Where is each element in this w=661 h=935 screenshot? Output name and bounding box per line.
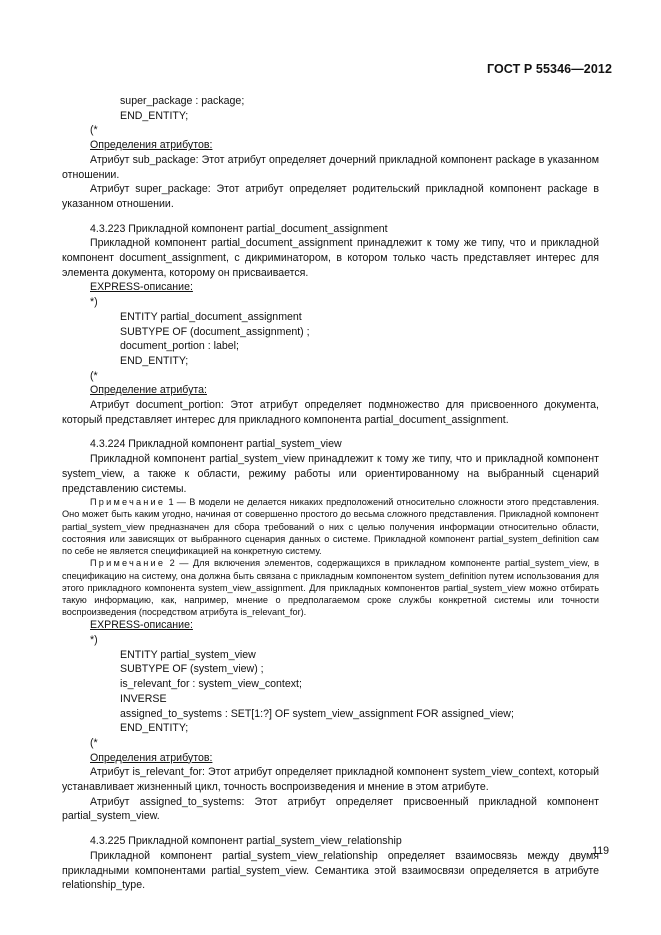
- body-paragraph: Атрибут is_relevant_for: Этот атрибут определяет прикладной компонент system_view_context, который устанавливает жизненный цикл, точность воспроизведения и мнение в этом атрибуте.: [62, 766, 599, 794]
- express-code-line: assigned_to_systems : SET[1:?] OF system_view_assignment FOR assigned_view;: [120, 707, 514, 720]
- body-paragraph: Прикладной компонент partial_document_assignment принадлежит к тому же типу, что и прикладной компонент document_assignment, с дикриминатором, в котором только часть представляет интерес для элемента документа, которому он присваивается.: [62, 237, 599, 279]
- express-code-line: ENTITY partial_system_view: [120, 648, 256, 661]
- heading-text: Определение атрибута:: [90, 384, 207, 397]
- paragraph-gap: [62, 427, 599, 437]
- express-code-line: super_package : package;: [120, 95, 245, 107]
- body-paragraph: Атрибут document_portion: Этот атрибут определяет подмножество для присвоенного документа, который представляет интерес для прикладного компонента partial_document_assignment.: [62, 399, 599, 426]
- section-heading: [62, 618, 599, 633]
- express-code-line: END_ENTITY;: [120, 354, 189, 367]
- express-code-line: END_ENTITY;: [120, 722, 189, 735]
- note-text: 1 — В модели не делается никаких предположений относительно сложности этого представления. Оно может быть каким угодно, начиная от совершенно простого до весьма сложного представления. Прикладной компонент partial_system_view предназначен для сбора требований о них с целью получения информации относительно области, состояния или зависящих от выбранного сценария данных о системе. Прикладной компонент partial_system_definition сам по себе не является спецификацией на конкретную систему.: [62, 497, 599, 557]
- body-paragraph: 4.3.224 Прикладной компонент partial_system_view: [90, 438, 342, 451]
- heading-text: Определения атрибутов:: [90, 139, 213, 152]
- body-paragraph: Прикладной компонент partial_system_view принадлежит к тому же типу, что и прикладной компонент system_view, а также к области, режиму работы или ориентированному на выбранный сценарий представлению системы.: [62, 453, 599, 495]
- heading-text: EXPRESS-описание:: [90, 619, 193, 632]
- body-paragraph: 4.3.225 Прикладной компонент partial_system_view_relationship: [90, 835, 402, 848]
- express-code-line: document_portion : label;: [120, 340, 239, 353]
- comment-marker: *): [90, 296, 98, 309]
- express-code-line: is_relevant_for : system_view_context;: [120, 678, 302, 691]
- note-label: Примечание: [90, 558, 166, 569]
- comment-marker: (*: [90, 124, 98, 137]
- note-paragraph: [62, 557, 599, 618]
- body-paragraph: Атрибут super_package: Этот атрибут определяет родительский прикладной компонент package в указанном отношении.: [62, 183, 599, 210]
- comment-marker: *): [90, 634, 98, 647]
- express-code-line: END_ENTITY;: [120, 109, 189, 122]
- comment-marker: (*: [90, 369, 98, 382]
- document-body: [62, 94, 599, 893]
- note-text: 2 — Для включения элементов, содержащихся в прикладном компоненте partial_system_view, в спецификацию на систему, она должна быть связана с прикладным компонентом system_definition путем использования для этого прикладного компонента system_view_assignment. Для прикладных компонентов partial_system_view можно отбирать такую информацию, как, например, мнение о предполагаемом сроке службы конкретной системы или точности воспроизведения (посредством атрибута is_relevant_for).: [62, 558, 599, 618]
- express-code-line: SUBTYPE OF (document_assignment) ;: [120, 325, 310, 338]
- comment-marker: (*: [90, 736, 98, 749]
- body-paragraph: Атрибут assigned_to_systems: Этот атрибут определяет присвоенный прикладной компонент partial_system_view.: [62, 795, 599, 823]
- section-heading: [62, 280, 599, 295]
- section-heading: [62, 751, 599, 766]
- heading-text: Определения атрибутов:: [90, 751, 213, 764]
- document-header: ГОСТ Р 55346—2012: [486, 62, 612, 76]
- page-number: 119: [592, 845, 609, 857]
- express-code-line: ENTITY partial_document_assignment: [120, 310, 302, 323]
- body-paragraph: Прикладной компонент partial_system_view_relationship определяет взаимосвязь между двумя прикладными компонентами partial_system_view. Семантика этой взаимосвязи определяется в атрибуте relationship_type.: [62, 849, 599, 892]
- body-paragraph: Атрибут sub_package: Этот атрибут определяет дочерний прикладной компонент package в указанном отношении.: [62, 153, 599, 181]
- paragraph-gap: [62, 212, 599, 222]
- express-code-line: SUBTYPE OF (system_view) ;: [120, 663, 264, 676]
- section-heading: [62, 383, 599, 398]
- heading-text: EXPRESS-описание:: [90, 281, 193, 294]
- note-label: Примечание: [90, 497, 166, 508]
- body-paragraph: 4.3.223 Прикладной компонент partial_document_assignment: [90, 222, 388, 235]
- express-code-line: INVERSE: [120, 692, 167, 705]
- note-paragraph: [62, 496, 599, 557]
- paragraph-gap: [62, 824, 599, 834]
- section-heading: [62, 138, 599, 153]
